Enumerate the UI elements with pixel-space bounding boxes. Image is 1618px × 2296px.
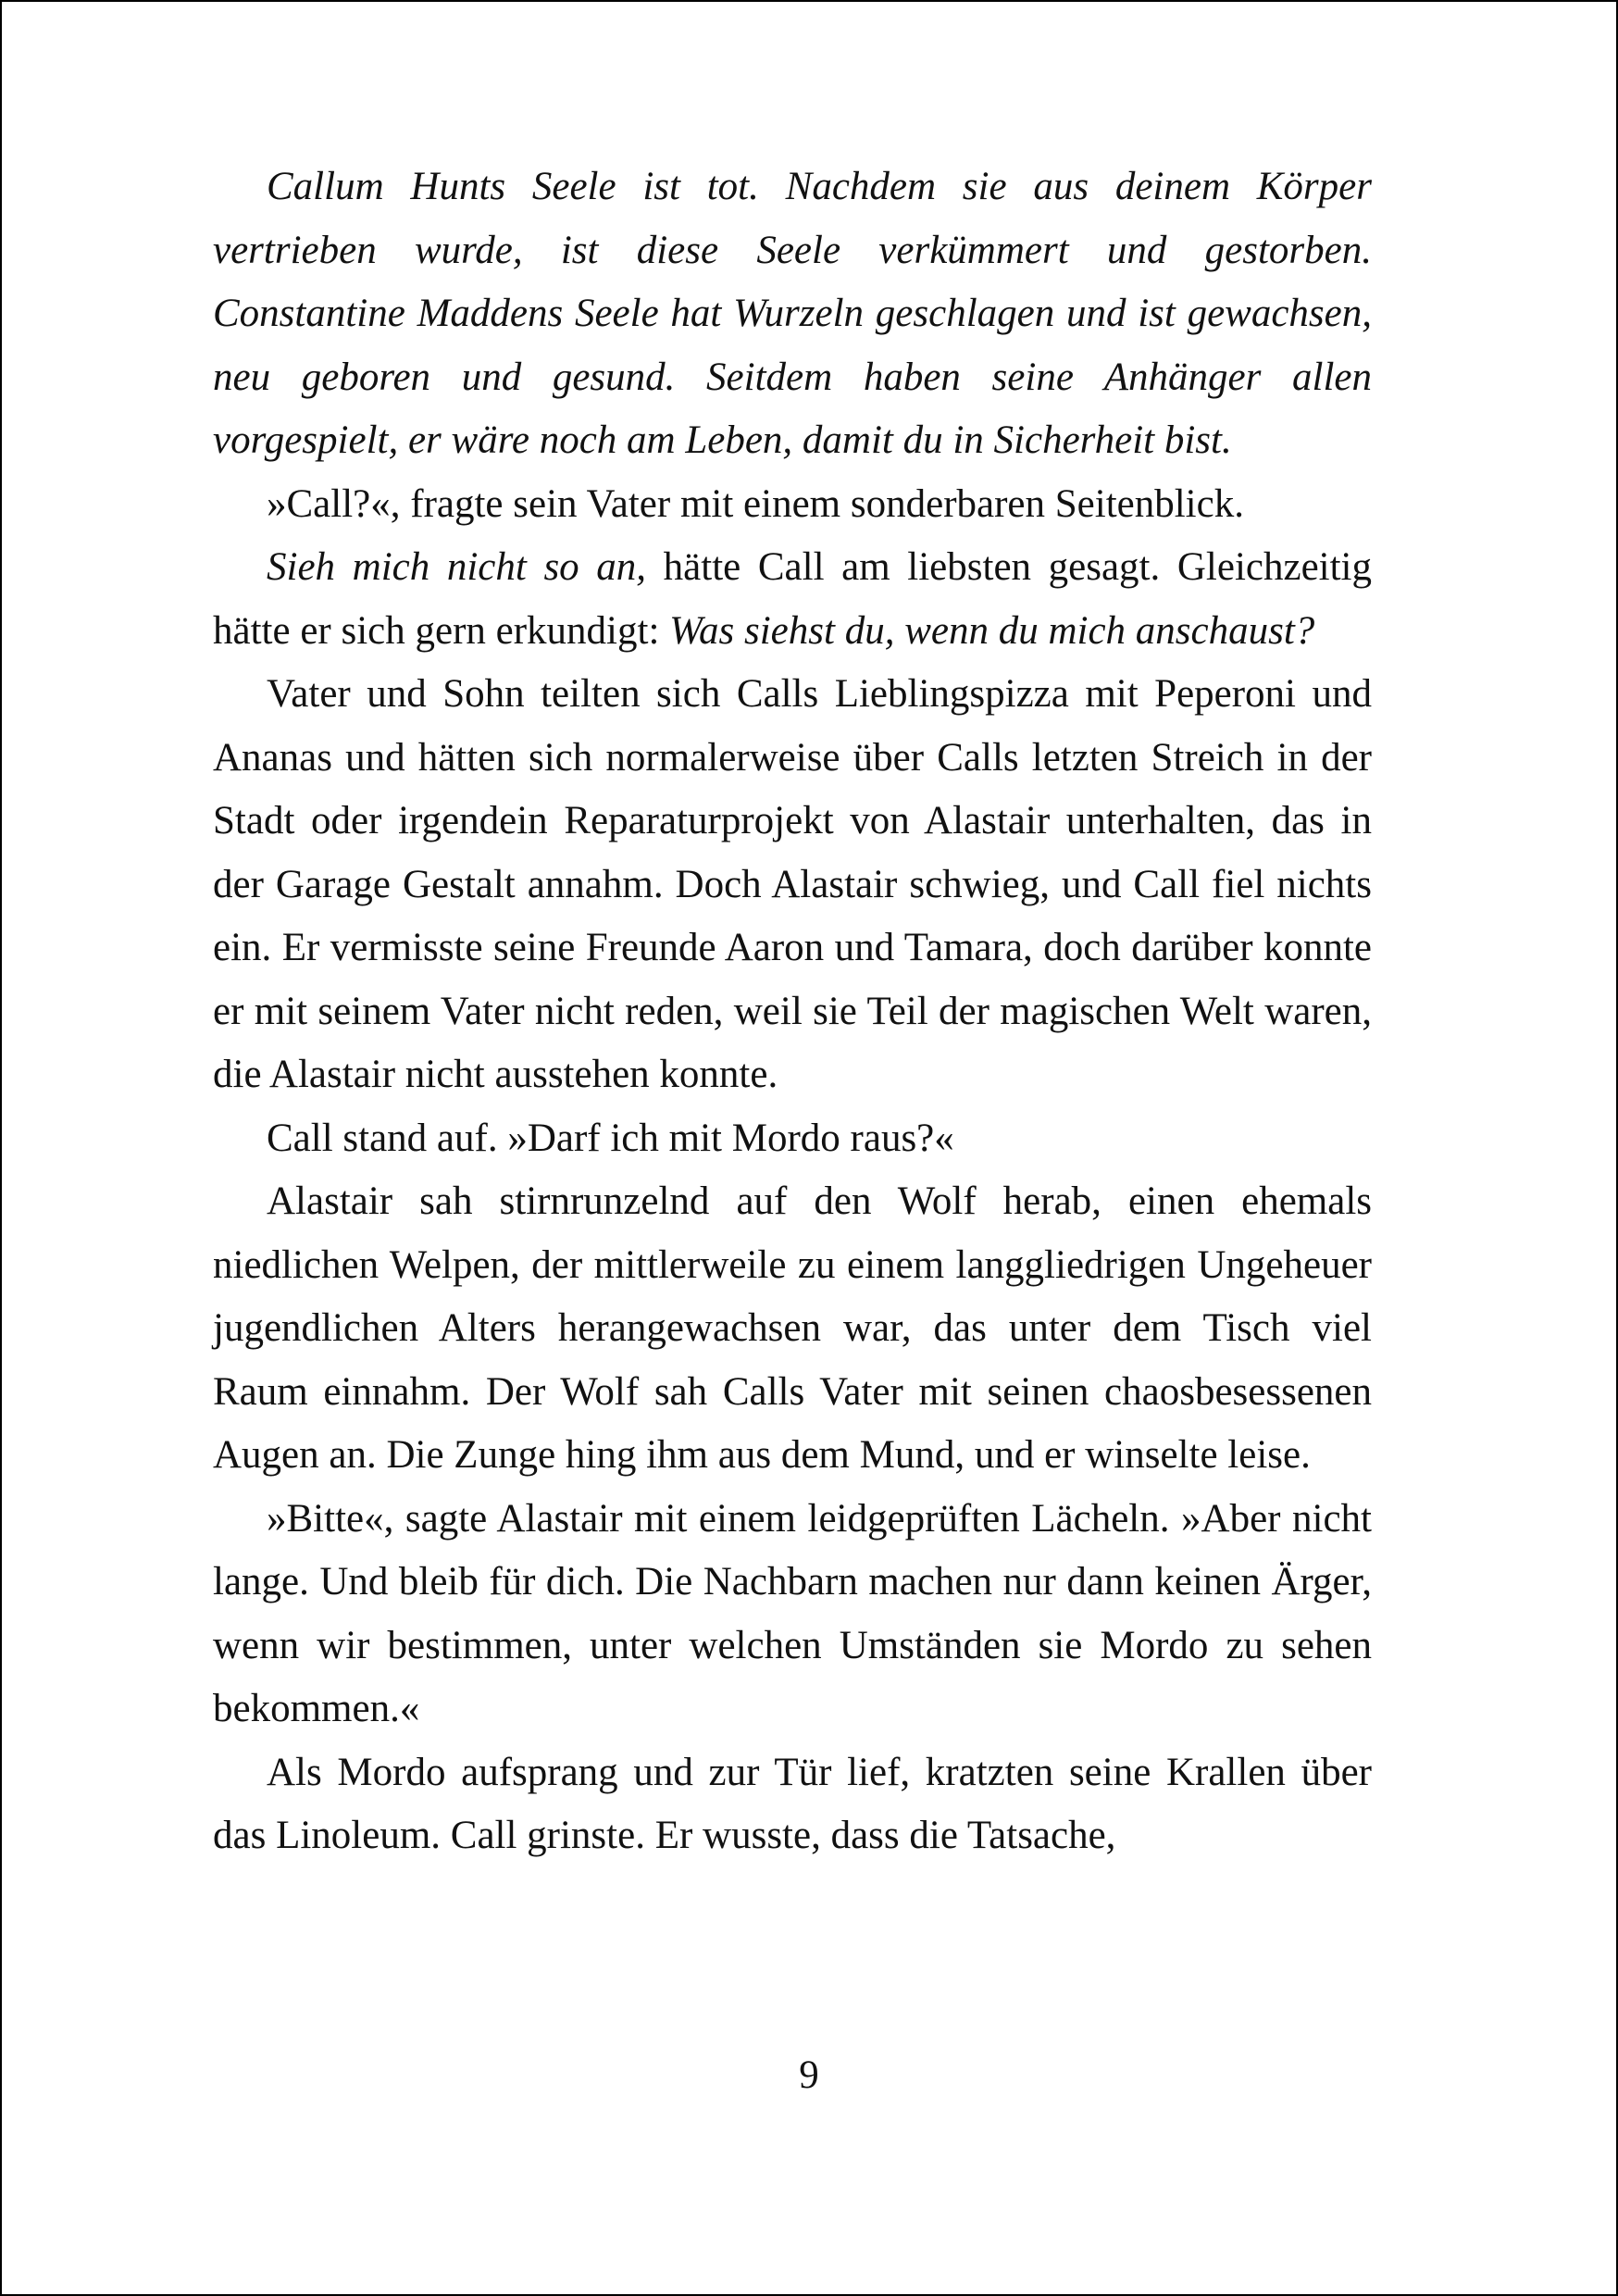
text-segment: Call stand auf. »Darf ich mit Mordo raus?« [267,1116,954,1160]
italic-text: Was siehst du, wenn du mich anschaust? [669,608,1315,653]
paragraph-4 [213,663,1372,1107]
paragraph-1 [213,156,1372,473]
body-text [213,156,1372,1868]
paragraph-7 [213,1488,1372,1741]
italic-text: Callum Hunts Seele ist tot. Nachdem sie aus deinem Körper vertrieben wurde, ist diese Seele verkümmert und gestorben. Constantine Maddens Seele hat Wurzeln geschlagen und ist gewachsen, neu geboren und gesund. Seitdem haben seine Anhänger allen vorgespielt, er wäre noch am Leben, damit du in Sicherheit bist. [213,165,1372,462]
italic-text: Sieh mich nicht so an, [267,545,647,589]
text-segment: Alastair sah stirnrunzelnd auf den Wolf herab, einen ehemals niedlichen Welpen, der mittlerweile zu einem langgliedrigen Ungeheuer jugendlichen Alters herangewachsen war, das unter dem Tisch viel Raum einnahm. Der Wolf sah Calls Vater mit seinen chaosbesessenen Augen an. Die Zunge hing ihm aus dem Mund, und er winselte leise. [213,1179,1372,1477]
paragraph-8 [213,1741,1372,1868]
text-segment: Als Mordo aufsprang und zur Tür lief, kratzten seine Krallen über das Linoleum. Call grinste. Er wusste, dass die Tatsache, [213,1750,1372,1857]
text-segment: »Call?«, fragte sein Vater mit einem sonderbaren Seitenblick. [267,481,1244,526]
paragraph-6 [213,1170,1372,1488]
text-segment: hätte Call am liebsten gesagt. Gleichzeitig hätte er sich gern erkundigt: [213,545,1372,653]
paragraph-2 [213,473,1372,537]
text-segment: »Bitte«, sagte Alastair mit einem leidgeprüften Lächeln. »Aber nicht lange. Und bleib für dich. Die Nachbarn machen nur dann keinen Ärger, wenn wir bestimmen, unter welchen Umständen sie Mordo zu sehen bekommen.« [213,1496,1372,1730]
page-number: 9 [799,2053,819,2097]
paragraph-3 [213,536,1372,663]
text-segment: Vater und Sohn teilten sich Calls Lieblingspizza mit Peperoni und Ananas und hätten sich normalerweise über Calls letzten Streich in der Stadt oder irgendein Reparaturprojekt von Alastair unterhalten, das in der Garage Gestalt annahm. Doch Alastair schwieg, und Call fiel nichts ein. Er vermisste seine Freunde Aaron und Tamara, doch darüber konnte er mit seinem Vater nicht reden, weil sie Teil der magischen Welt waren, die Alastair nicht ausstehen konnte. [213,672,1372,1096]
paragraph-5 [213,1107,1372,1171]
